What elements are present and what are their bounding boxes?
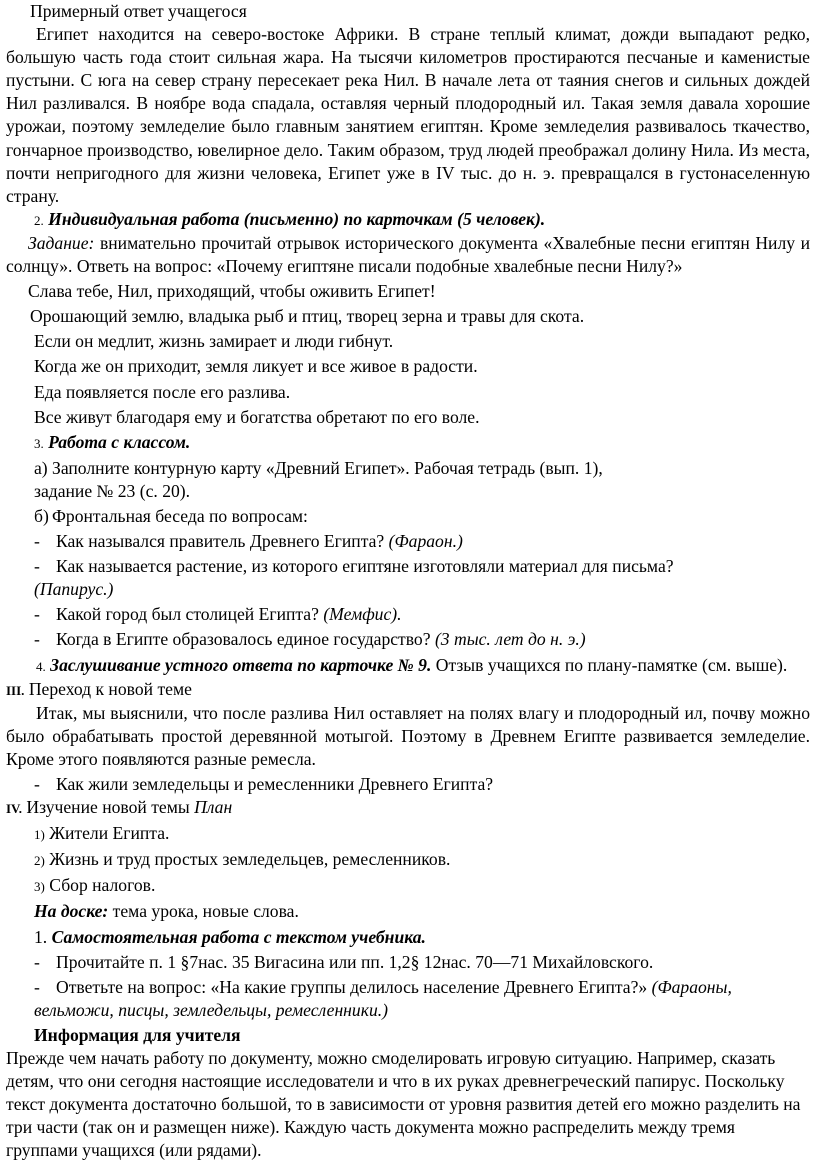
task-1-heading <box>6 926 810 949</box>
section-4 <box>6 654 810 678</box>
plan-item <box>6 874 810 898</box>
task-item <box>6 976 810 1022</box>
section-4-text: Отзыв учащихся по плану-памятке (см. выше). <box>431 654 788 675</box>
section-2-task <box>6 232 810 278</box>
board-note <box>6 900 810 923</box>
dash-marker: - <box>34 556 40 577</box>
section-3-title: Работа с классом. <box>48 431 191 452</box>
part-iv-title: Изучение новой темы <box>22 797 195 818</box>
item-b-text: Фронтальная беседа по вопросам: <box>52 505 308 526</box>
task-text: внимательно прочитай отрывок исторического документа «Хвалебные песни египтян Нилу и солнцу». Ответь на вопрос: «Почему египтяне писали подобные хвалебные песни Нилу?» <box>6 232 810 277</box>
question-answer: (Мемфис). <box>323 604 402 625</box>
dash-marker: - <box>34 604 40 625</box>
question-item <box>6 628 810 651</box>
plan-label: План <box>194 797 233 818</box>
part-iv-heading <box>6 796 810 820</box>
hymn-line: Все живут благодаря ему и богатства обретают по его воле. <box>34 406 480 427</box>
section-2-title: Индивидуальная работа (письменно) по карточкам (5 человек). <box>48 208 546 229</box>
task-item <box>6 951 810 974</box>
part-iii-number: III. <box>6 682 25 698</box>
question-item <box>6 555 810 578</box>
dash-marker: - <box>34 531 40 552</box>
section-2-number: 2. <box>34 212 44 228</box>
question-answer-line <box>6 578 810 601</box>
task-1-title: Самостоятельная работа с текстом учебника. <box>51 926 426 947</box>
answer-paragraph: Египет находится на северо-востоке Африки. В стране теплый климат, дожди выпадают редко, большую часть года стоит сильная жара. На тысячи километров простираются песчаные и каменистые пустыни. С юга на север страну пересекает река Нил. В начале лета от таяния снегов и сильных дождей Нил разливался. В ноябре вода спадала, оставляя черный плодородный ил. Такая земля давала хорошие урожаи, поэтому земледелие было главным занятием египтян. Кроме земледелия развивалось ткачество, гончарное производство, ювелирное дело. Таким образом, труд людей преображал долину Нила. Из места, почти непригодного для жизни человека, Египет уже в IV тыс. до н. э. превращался в густонаселенную страну. <box>6 24 810 206</box>
task-item-text: Прочитайте п. 1 §7нас. 35 Вигасина или пп. 1,2§ 12нас. 70—71 Михайловского. <box>56 951 654 972</box>
question-answer: (Фараон.) <box>388 531 463 552</box>
plan-item <box>6 848 810 872</box>
board-text: тема урока, новые слова. <box>108 901 299 922</box>
question-text: Как называется растение, из которого египтяне изготовляли материал для письма? <box>56 556 674 577</box>
hymn-excerpt <box>6 280 810 429</box>
question-item <box>6 603 810 626</box>
part-iii-title: Переход к новой теме <box>24 678 192 699</box>
section-4-number: 4. <box>36 658 46 674</box>
part-iii-paragraph: Итак, мы выяснили, что после разлива Нил оставляет на полях влагу и плодородный ил, почву можно было обрабатывать простой деревянной мотыгой. Поэтому в Древнем Египте развивается земледелие. Кроме этого появляются разные ремесла. <box>6 702 810 769</box>
part-iv-number: IV. <box>6 801 23 817</box>
dash-marker: - <box>34 976 40 997</box>
part-iii-heading <box>6 678 810 702</box>
plan-item-text: Сбор налогов. <box>44 875 156 896</box>
plan-item <box>6 822 810 846</box>
hymn-line: Слава тебе, Нил, приходящий, чтобы оживить Египет! <box>28 281 436 302</box>
question-text: Как жили земледельцы и ремесленники Древнего Египта? <box>56 774 494 794</box>
plan-item-number: 2) <box>34 853 45 869</box>
question-text: Когда в Египте образовалось единое государство? <box>56 629 435 650</box>
question-item <box>6 530 810 553</box>
item-a-continuation: задание № 23 (с. 20). <box>34 480 191 501</box>
question-text: Какой город был столицей Египта? <box>56 604 324 625</box>
dash-marker: - <box>34 774 40 794</box>
section-4-title: Заслушивание устного ответа по карточке № 9. <box>50 654 432 675</box>
item-a-text: Заполните контурную карту «Древний Египет». Рабочая тетрадь (вып. 1), <box>52 457 603 478</box>
item-a <box>6 457 810 480</box>
item-a-label: а) <box>34 457 48 478</box>
dash-marker: - <box>34 629 40 650</box>
question-answer: (Папирус.) <box>34 579 114 600</box>
teacher-info-heading: Информация для учителя <box>34 1024 241 1045</box>
task-1-number: 1. <box>34 926 52 947</box>
plan-item-number: 1) <box>34 827 45 843</box>
teacher-info-paragraph: Прежде чем начать работу по документу, можно смоделировать игровую ситуацию. Например, сказать детям, что они сегодня настоящие исследователи и что в их руках древнегреческий папирус. Поскольку текст документа достаточно большой, то в зависимости от уровня развития детей его можно разделить на три части (так он и размещен ниже). Каждую часть документа можно распределить между тремя группами учащихся (или рядами). <box>6 1048 801 1161</box>
question-text: Как назывался правитель Древнего Египта? <box>56 531 389 552</box>
board-label: На доске: <box>34 901 109 922</box>
hymn-line: Еда появляется после его разлива. <box>34 381 291 402</box>
plan-item-number: 3) <box>34 879 45 895</box>
section-3-number: 3. <box>34 435 44 451</box>
hymn-line: Если он медлит, жизнь замирает и люди гибнут. <box>34 331 394 352</box>
hymn-line: Орошающий землю, владыка рыб и птиц, творец зерна и травы для скота. <box>30 306 585 327</box>
answer-title: Примерный ответ учащегося <box>30 1 247 21</box>
hymn-line: Когда же он приходит, земля ликует и все живое в радости. <box>34 356 478 377</box>
question-answer: (3 тыс. лет до н. э.) <box>434 629 586 650</box>
part-iii-question <box>6 773 810 796</box>
section-2-heading <box>6 208 810 232</box>
task-item-answer: (Фараоны, вельможи, писцы, земледельцы, ремесленники.) <box>34 976 732 1020</box>
item-b-label: б) <box>34 505 49 526</box>
section-3-heading <box>6 431 810 455</box>
task-label: Задание: <box>28 232 95 253</box>
plan-item-text: Жизнь и труд простых земледельцев, ремесленников. <box>44 849 451 870</box>
dash-marker: - <box>34 951 40 972</box>
item-b <box>6 505 810 528</box>
plan-item-text: Жители Египта. <box>44 823 170 844</box>
task-item-text: Ответьте на вопрос: «На какие группы делилось население Древнего Египта?» <box>56 976 652 997</box>
